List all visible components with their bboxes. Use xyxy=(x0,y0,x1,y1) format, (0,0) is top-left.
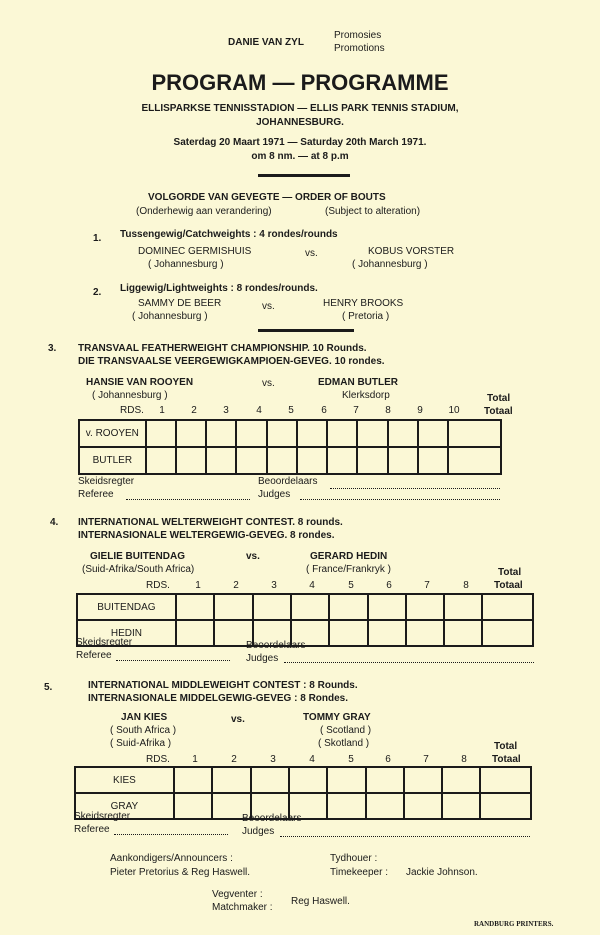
score-cell[interactable] xyxy=(368,620,406,646)
judges-label-af: Beoordelaars xyxy=(242,813,302,824)
round-number: 10 xyxy=(448,405,460,416)
score-cell[interactable] xyxy=(368,594,406,620)
score-cell[interactable] xyxy=(291,594,329,620)
referee-label-af: Skeidsregter xyxy=(76,637,133,648)
total-label: Total xyxy=(487,393,511,404)
bout5-origin1b: ( Suid-Afrika ) xyxy=(110,738,172,749)
judges-label: Judges xyxy=(246,653,279,664)
bout3-fighter2: EDMAN BUTLER xyxy=(318,377,398,388)
bout5-fighter1: JAN KIES xyxy=(121,712,168,723)
vs-label: vs. xyxy=(262,301,275,312)
round-number: 3 xyxy=(271,580,277,591)
score-cell[interactable] xyxy=(236,420,266,447)
bout5-fighter2: TOMMY GRAY xyxy=(303,712,371,723)
vs-label: vs. xyxy=(246,551,260,562)
score-cell[interactable] xyxy=(418,447,448,474)
scorecard-row xyxy=(77,594,533,620)
score-cell[interactable] xyxy=(297,447,327,474)
fighter-name-cell: BUTLER xyxy=(79,447,146,474)
total-label: Total xyxy=(494,741,518,752)
score-cell[interactable] xyxy=(327,793,365,819)
round-number: 4 xyxy=(256,405,262,416)
score-cell[interactable] xyxy=(267,447,297,474)
round-number: 6 xyxy=(321,405,327,416)
order-subtitle-en: (Subject to alteration) xyxy=(325,206,421,217)
timekeeper-name: Jackie Johnson. xyxy=(406,867,478,878)
score-cell[interactable] xyxy=(329,620,367,646)
referee-line[interactable] xyxy=(116,660,230,661)
round-number: 3 xyxy=(270,754,276,765)
bout4-origin1: (Suid-Afrika/South Africa) xyxy=(82,564,195,575)
bout-number: 2. xyxy=(93,287,102,298)
score-cell[interactable] xyxy=(253,594,291,620)
scorecard-row xyxy=(75,793,531,819)
judges-label: Judges xyxy=(242,826,275,837)
order-subtitle-af: (Onderhewig aan verandering) xyxy=(136,206,272,217)
bout5-title2: INTERNASIONALE MIDDELGEWIG-GEVEG : 8 Rondes. xyxy=(88,693,349,704)
bout-number: 4. xyxy=(50,517,59,528)
total-cell[interactable] xyxy=(482,620,533,646)
rds-label: RDS. xyxy=(146,754,170,765)
scorecard-row xyxy=(79,447,501,474)
score-cell[interactable] xyxy=(388,420,418,447)
bout5-origin2a: ( Scotland ) xyxy=(320,725,372,736)
vs-label: vs. xyxy=(231,714,245,725)
printer-credit: RANDBURG PRINTERS. xyxy=(474,920,554,928)
divider xyxy=(258,329,354,332)
bout5-origin1a: ( South Africa ) xyxy=(110,725,177,736)
bout5-title1: INTERNATIONAL MIDDLEWEIGHT CONTEST : 8 Rounds. xyxy=(88,680,358,691)
score-cell[interactable] xyxy=(404,767,442,793)
judges-line[interactable] xyxy=(330,488,500,489)
fighter-name-cell: GRAY xyxy=(75,793,174,819)
scorecard-table xyxy=(78,419,502,475)
bout2-division: Liggewig/Lightweights : 8 rondes/rounds. xyxy=(120,283,318,294)
score-cell[interactable] xyxy=(297,420,327,447)
score-cell[interactable] xyxy=(289,767,327,793)
round-number: 7 xyxy=(353,405,359,416)
bout1-division: Tussengewig/Catchweights : 4 rondes/rounds xyxy=(120,229,338,240)
round-number: 2 xyxy=(191,405,197,416)
score-cell[interactable] xyxy=(146,447,176,474)
judges-label-af: Beoordelaars xyxy=(258,476,318,487)
bout2-fighter2: HENRY BROOKS xyxy=(323,298,404,309)
fighter-name-cell: HEDIN xyxy=(77,620,176,646)
score-cell[interactable] xyxy=(418,420,448,447)
bout4-title1: INTERNATIONAL WELTERWEIGHT CONTEST. 8 rounds. xyxy=(78,517,343,528)
scorecard-row xyxy=(75,767,531,793)
score-cell[interactable] xyxy=(176,594,214,620)
scorecard-row xyxy=(79,420,501,447)
bout4-fighter2: GERARD HEDIN xyxy=(310,551,388,562)
rds-label: RDS. xyxy=(120,405,144,416)
round-number: 9 xyxy=(417,405,423,416)
bout4-origin2: ( France/Frankryk ) xyxy=(306,564,392,575)
divider xyxy=(258,174,350,177)
score-cell[interactable] xyxy=(174,793,212,819)
promo-en: Promotions xyxy=(334,43,385,54)
score-cell[interactable] xyxy=(206,420,236,447)
score-cell[interactable] xyxy=(174,767,212,793)
score-cell[interactable] xyxy=(406,620,444,646)
score-cell[interactable] xyxy=(327,767,365,793)
order-title: VOLGORDE VAN GEVEGTE — ORDER OF BOUTS xyxy=(148,192,386,203)
fighter-name-cell: v. ROOYEN xyxy=(79,420,146,447)
matchmaker-label: Matchmaker : xyxy=(212,902,273,913)
referee-label: Referee xyxy=(78,489,114,500)
score-cell[interactable] xyxy=(327,420,357,447)
bout3-origin2: Klerksdorp xyxy=(342,390,390,401)
score-cell[interactable] xyxy=(329,594,367,620)
round-number: 5 xyxy=(288,405,294,416)
round-number: 2 xyxy=(233,580,239,591)
judges-line[interactable] xyxy=(284,662,534,663)
score-cell[interactable] xyxy=(267,420,297,447)
score-cell[interactable] xyxy=(357,447,387,474)
round-number: 5 xyxy=(348,580,354,591)
bout2-origin2: ( Pretoria ) xyxy=(342,311,390,322)
bout1-fighter2: KOBUS VORSTER xyxy=(368,246,455,257)
bout1-origin1: ( Johannesburg ) xyxy=(148,259,224,270)
referee-line[interactable] xyxy=(126,499,250,500)
score-cell[interactable] xyxy=(357,420,387,447)
total-cell[interactable] xyxy=(482,594,533,620)
fighter-name-cell: KIES xyxy=(75,767,174,793)
score-cell[interactable] xyxy=(442,767,480,793)
page-title: PROGRAM — PROGRAMME xyxy=(151,70,449,95)
round-number: 1 xyxy=(195,580,201,591)
bout-number: 3. xyxy=(48,343,57,354)
bout4-title2: INTERNASIONALE WELTERGEWIG-GEVEG. 8 rondes. xyxy=(78,530,335,541)
vs-label: vs. xyxy=(305,248,318,259)
score-cell[interactable] xyxy=(212,767,250,793)
score-cell[interactable] xyxy=(366,793,404,819)
referee-label-af: Skeidsregter xyxy=(78,476,135,487)
bout1-origin2: ( Johannesburg ) xyxy=(352,259,428,270)
bout2-origin1: ( Johannesburg ) xyxy=(132,311,208,322)
bout3-fighter1: HANSIE VAN ROOYEN xyxy=(86,377,194,388)
timekeeper-label: Timekeeper : xyxy=(330,867,388,878)
score-cell[interactable] xyxy=(251,767,289,793)
score-cell[interactable] xyxy=(236,447,266,474)
judges-label: Judges xyxy=(258,489,291,500)
score-cell[interactable] xyxy=(404,793,442,819)
score-cell[interactable] xyxy=(214,594,252,620)
rds-label: RDS. xyxy=(146,580,170,591)
round-number: 4 xyxy=(309,580,315,591)
bout4-fighter1: GIELIE BUITENDAG xyxy=(90,551,186,562)
referee-line[interactable] xyxy=(114,834,228,835)
scorecard-table xyxy=(74,766,532,820)
round-number: 5 xyxy=(348,754,354,765)
referee-label-af: Skeidsregter xyxy=(74,811,131,822)
vs-label: vs. xyxy=(262,378,275,389)
referee-label: Referee xyxy=(74,824,110,835)
bout3-title2: DIE TRANSVAALSE VEERGEWIGKAMPIOEN-GEVEG. 10 rondes. xyxy=(78,356,385,367)
date-line: Saterdag 20 Maart 1971 — Saturday 20th March 1971. xyxy=(173,137,427,148)
announcers-label: Aankondigers/Announcers : xyxy=(110,853,233,864)
total-label-af: Totaal xyxy=(484,406,513,417)
announcers-names: Pieter Pretorius & Reg Haswell. xyxy=(110,867,251,878)
bout-number: 1. xyxy=(93,233,102,244)
round-number: 6 xyxy=(385,754,391,765)
time-line: om 8 nm. — at 8 p.m xyxy=(251,151,349,162)
judges-label-af: Beoordelaars xyxy=(246,640,306,651)
round-number: 4 xyxy=(309,754,315,765)
total-label-af: Totaal xyxy=(494,580,523,591)
score-cell[interactable] xyxy=(146,420,176,447)
round-number: 3 xyxy=(223,405,229,416)
bout3-title1: TRANSVAAL FEATHERWEIGHT CHAMPIONSHIP. 10 Rounds. xyxy=(78,343,367,354)
total-cell[interactable] xyxy=(448,447,501,474)
score-cell[interactable] xyxy=(406,594,444,620)
round-number: 1 xyxy=(192,754,198,765)
matchmaker-label-af: Vegventer : xyxy=(212,889,263,900)
score-cell[interactable] xyxy=(444,594,482,620)
score-cell[interactable] xyxy=(444,620,482,646)
judges-line[interactable] xyxy=(300,499,500,500)
fighter-name-cell: BUITENDAG xyxy=(77,594,176,620)
score-cell[interactable] xyxy=(176,447,206,474)
round-number: 7 xyxy=(424,580,430,591)
bout1-fighter1: DOMINEC GERMISHUIS xyxy=(138,246,252,257)
promo-af: Promosies xyxy=(334,30,382,41)
bout3-origin1: ( Johannesburg ) xyxy=(92,390,168,401)
round-number: 8 xyxy=(385,405,391,416)
venue-line2: JOHANNESBURG. xyxy=(256,117,344,128)
round-number: 8 xyxy=(463,580,469,591)
round-number: 1 xyxy=(159,405,165,416)
venue-line1: ELLISPARKSE TENNISSTADION — ELLIS PARK TENNIS STADIUM, xyxy=(141,103,459,114)
total-cell[interactable] xyxy=(448,420,501,447)
matchmaker-name: Reg Haswell. xyxy=(291,896,350,907)
round-number: 7 xyxy=(423,754,429,765)
score-cell[interactable] xyxy=(366,767,404,793)
round-number: 8 xyxy=(461,754,467,765)
timekeeper-label-af: Tydhouer : xyxy=(330,853,378,864)
score-cell[interactable] xyxy=(176,620,214,646)
referee-label: Referee xyxy=(76,650,112,661)
bout-number: 5. xyxy=(44,682,53,693)
score-cell[interactable] xyxy=(176,420,206,447)
round-number: 6 xyxy=(386,580,392,591)
total-cell[interactable] xyxy=(480,793,531,819)
promoter-name: DANIE VAN ZYL xyxy=(228,37,304,48)
bout2-fighter1: SAMMY DE BEER xyxy=(138,298,222,309)
score-cell[interactable] xyxy=(327,447,357,474)
total-label: Total xyxy=(498,567,522,578)
score-cell[interactable] xyxy=(388,447,418,474)
bout5-origin2b: ( Skotland ) xyxy=(318,738,370,749)
score-cell[interactable] xyxy=(206,447,236,474)
scorecard-table xyxy=(76,593,534,647)
score-cell[interactable] xyxy=(442,793,480,819)
total-cell[interactable] xyxy=(480,767,531,793)
round-number: 2 xyxy=(231,754,237,765)
judges-line[interactable] xyxy=(280,836,530,837)
total-label-af: Totaal xyxy=(492,754,521,765)
